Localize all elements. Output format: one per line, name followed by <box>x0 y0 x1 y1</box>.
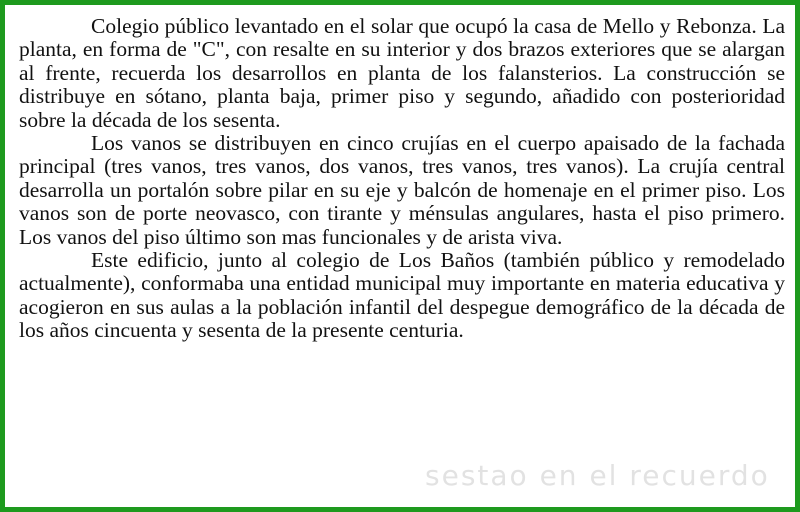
paragraph-1: Colegio público levantado en el solar que ocupó la casa de Mello y Rebonza. La planta, en forma de "C", con resalte en su interior y dos brazos exteriores que se alargan al frente, recuerda los desarrollos en planta de los falansterios. La construcción se distribuye en sótano, planta baja, primer piso y segundo, añadido con posterioridad sobre la década de los sesenta. <box>19 14 785 132</box>
document-text <box>19 15 785 343</box>
paragraph-2: Los vanos se distribuyen en cinco crujías en el cuerpo apaisado de la fachada principal (tres vanos, tres vanos, dos vanos, tres vanos, tres vanos). La crujía central desarrolla un portalón sobre pilar en su eje y balcón de homenaje en el primer piso. Los vanos son de porte neovasco, con tirante y ménsulas angulares, hasta el piso primero. Los vanos del piso último son mas funcionales y de arista viva. <box>19 131 785 249</box>
watermark: sestao en el recuerdo <box>425 459 770 492</box>
paragraph-3: Este edificio, junto al colegio de Los Baños (también público y remodelado actualmente), conformaba una entidad municipal muy importante en materia educativa y acogieron en sus aulas a la población infantil del despegue demográfico de la década de los años cincuenta y sesenta de la presente centuria. <box>19 248 785 343</box>
